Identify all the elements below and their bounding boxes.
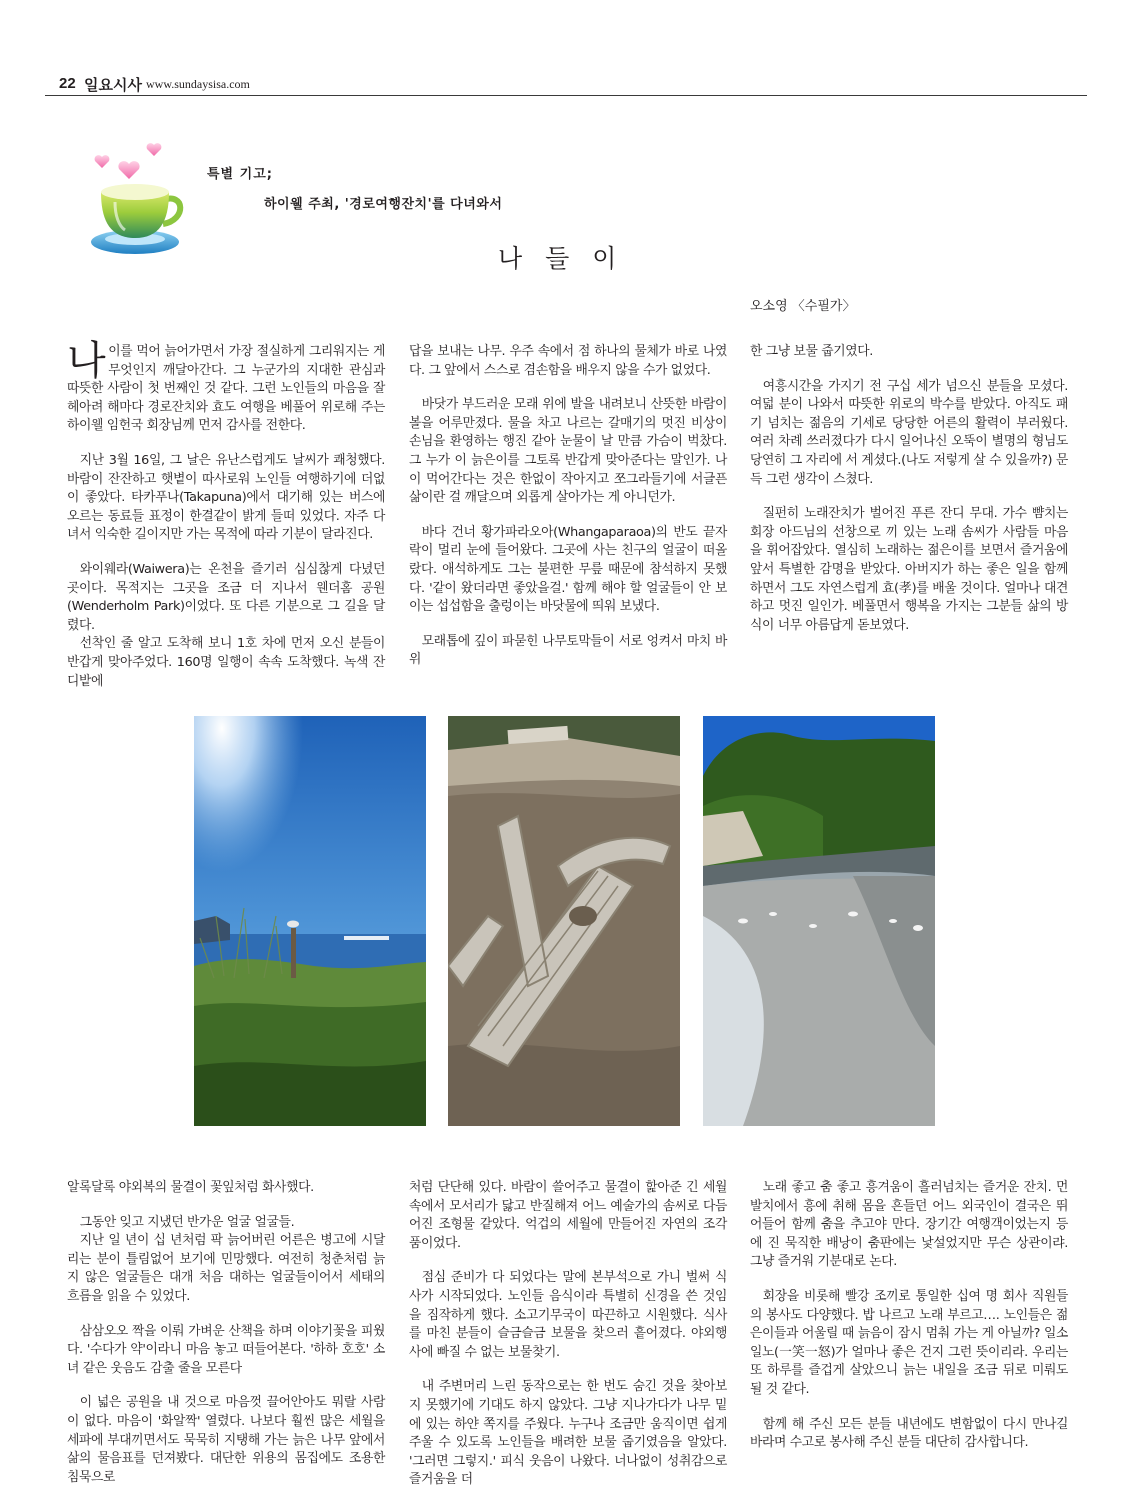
paragraph: 지난 3월 16일, 그 날은 유난스럽게도 날씨가 쾌청했다. 바람이 잔잔하고 햇볕이 따사로워 노인들 여행하기에 더없이 좋았다. 타카푸나(Takapuna)에서 대기해 있는 버스에 오르는 동료들 표정이 한결같이 밝게 들떠 있었다. 자주 다녀서 익숙한 길이지만 가는 목적에 따라 기분이 달라진다. xyxy=(67,452,385,543)
paragraph: 모래톱에 깊이 파묻힌 나무토막들이 서로 엉켜서 마치 바위 xyxy=(409,633,727,668)
text-column-2 xyxy=(409,343,727,670)
paragraph: 그동안 잊고 지냈던 반가운 얼굴 얼굴들. xyxy=(79,1214,295,1230)
paragraph: 와이웨라(Waiwera)는 온천을 즐기러 심심찮게 다녔던 곳이다. 목적지는 그곳을 조금 더 지나서 웬더홈 공원(Wenderholm Park)이었다. 또 다른 기분으로 그 길을 달렸다. xyxy=(67,561,385,633)
author-byline: 오소영 〈수필가〉 xyxy=(750,299,856,314)
paragraph: 노래 좋고 춤 좋고 흥겨움이 흘러넘치는 즐거운 잔치. 먼발치에서 흥에 취해 몸을 흔들던 어느 외국인이 결국은 뛰어들어 함께 춤을 추고야 만다. 장기간 여행객이었는지 등에 진 묵직한 배낭이 춤판에는 낯설었지만 무슨 상관이랴. 그냥 즐거워 기분대로 논다. xyxy=(750,1180,1068,1270)
paragraph: 이 넓은 공원을 내 것으로 마음껏 끌어안아도 뭐랄 사람이 없다. 마음이 '화알짝' 열렸다. 나보다 훨씬 많은 세월을 세파에 부대끼면서도 묵묵히 지탱해 가는 늙은 나무 앞에서 삶의 물음표를 던져봤다. 대단한 위용의 몸집에도 조용한 침묵으로 xyxy=(67,1395,385,1485)
website-link[interactable]: www.sundaysisa.com xyxy=(146,77,250,91)
paper-name: 일요시사 xyxy=(84,76,142,94)
paragraph: 지난 일 년이 십 년처럼 팍 늙어버린 어른은 병고에 시달리는 분이 틀림없어 보기에 민망했다. 여전히 청춘처럼 늙지 않은 얼굴들은 대개 처음 대하는 얼굴들이어서 세태의 흐름을 읽을 수 있었다. xyxy=(67,1233,385,1304)
page-number: 22 xyxy=(59,75,76,92)
paragraph: 바닷가 부드러운 모래 위에 발을 내려보니 산뜻한 바람이 볼을 어루만졌다. 물을 차고 나르는 갈매기의 멋진 비상이 손님을 환영하는 행진 같아 눈물이 날 만큼 가슴이 벅찼다. 그 누가 이 늙은이를 그토록 반갑게 맞아준다는 말인가. 나이 먹어간다는 것은 한없이 작아지고 쪼그라들기에 서글픈 삶이란 걸 깨달으며 외롭게 살아가는 게 아니던가. xyxy=(409,397,727,506)
paragraph: 선착인 줄 알고 도착해 보니 1호 차에 먼저 오신 분들이 반갑게 맞아주었다. 160명 일행이 속속 도착했다. 녹색 잔디밭에 xyxy=(67,636,385,689)
paragraph: 한 그냥 보물 줍기였다. xyxy=(750,344,873,359)
paragraph: 회장을 비롯해 빨강 조끼로 통일한 십여 명 회사 직원들의 봉사도 다양했다. 밥 나르고 노래 부르고…. 노인들은 젊은이들과 어울릴 때 늙음이 잠시 멈춰 가는 게 아닐까? 일소일노(一笑一怒)가 얼마나 좋은 건지 그런 뜻이리라. 우리는 또 하루를 즐겁게 살았으니 늙는 내일을 조금 뒤로 미뤄도 될 것 같다. xyxy=(750,1288,1068,1397)
paragraph: 바다 건너 황가파라오아(Whangaparaoa)의 반도 끝자락이 멀리 눈에 들어왔다. 그곳에 사는 친구의 얼굴이 떠올랐다. 애석하게도 그는 불편한 무릎 때문에 참석하지 못했다. '같이 왔더라면 좋았을걸.' 함께 해야 할 얼굴들이 안 보이는 섭섭함을 출렁이는 바닷물에 띄워 보냈다. xyxy=(409,524,727,615)
text-column-6 xyxy=(750,1179,1068,1453)
beach-cliff-seagulls-photo xyxy=(703,716,935,1126)
paragraph: 점심 준비가 다 되었다는 말에 본부석으로 가니 벌써 식사가 시작되었다. 노인들 음식이라 특별히 신경을 쓴 것임을 짐작하게 했다. 소고기무국이 따끈하고 시원했다. 식사를 마친 분들이 슬금슬금 보물을 찾으러 흩어졌다. 야외행사에 빠질 수 없는 보물찾기. xyxy=(409,1270,727,1360)
text-column-3 xyxy=(750,343,1068,635)
paragraph: 알록달록 야외복의 물결이 꽃잎처럼 화사했다. xyxy=(67,1180,314,1195)
paragraph: 질펀히 노래잔치가 벌어진 푸른 잔디 무대. 가수 뺨치는 회장 아드님의 선창으로 끼 있는 노래 솜씨가 사람들 마음을 휘어잡았다. 열심히 노래하는 젊은이를 보면서 즐거움에 앞서 특별한 감명을 받았다. 아버지가 하는 좋은 일을 함께하면서 그도 자연스럽게 효(孝)를 배울 것이다. 얼마나 대견하고 멋진 일인가. 베풀면서 행복을 가지는 그분들 삶의 방식이 너무 아름답게 돋보였다. xyxy=(750,506,1068,633)
paragraph: 답을 보내는 나무. 우주 속에서 점 하나의 물체가 바로 나였다. 그 앞에서 스스로 겸손함을 배우지 않을 수가 없었다. xyxy=(409,344,727,378)
page-header xyxy=(45,73,1087,96)
article-title: 나들이 xyxy=(498,244,640,273)
paragraph: 내 주변머리 느린 동작으로는 한 번도 숨긴 것을 찾아보지 못했기에 기대도 하지 않았다. 그냥 지나가다가 나무 밑에 있는 하얀 쪽지를 주웠다. 누구나 조금만 움직이면 쉽게 주울 수 있도록 노인들을 배려한 보물 줍기였음을 알았다. '그러면 그렇지.' 피식 웃음이 나왔다. 너나없이 성취감으로 즐거움을 더 xyxy=(409,1379,727,1488)
text-column-5 xyxy=(409,1179,727,1490)
paragraph: 처럼 단단해 있다. 바람이 쓸어주고 물결이 핥아준 긴 세월 속에서 모서리가 닳고 반질해져 어느 예술가의 솜씨로 다듬어진 조형물 같았다. 억겁의 세월에 만들어진 자연의 조각품이었다. xyxy=(409,1180,727,1251)
paragraph: 삼삼오오 짝을 이뤄 가벼운 산책을 하며 이야기꽃을 피웠다. '수다가 약'이라니 마음 놓고 떠들어본다. '하하 호호' 소녀 같은 웃음도 감출 줄을 모른다 xyxy=(67,1323,385,1376)
article-subtitle: 하이웰 주최, '경로여행잔치'를 다녀와서 xyxy=(264,197,503,212)
text-column-1 xyxy=(67,338,385,691)
drop-cap: 나 xyxy=(67,338,106,384)
driftwood-beach-photo xyxy=(448,716,680,1126)
sky-grass-seagull-photo xyxy=(194,716,426,1126)
text-column-4 xyxy=(67,1179,385,1487)
teacup-hearts-icon xyxy=(85,140,195,262)
paragraph: 함께 해 주신 모든 분들 내년에도 변함없이 다시 만나길 바라며 수고로 봉사해 주신 분들 대단히 감사합니다. xyxy=(750,1416,1068,1451)
special-contribution-label: 특별 기고; xyxy=(207,167,273,182)
paragraph: 여흥시간을 가지기 전 구십 세가 넘으신 분들을 모셨다. 여덟 분이 나와서 따뜻한 위로의 박수를 받았다. 아직도 패기 넘치는 젊음의 기세로 당당한 어른의 활력이 부러웠다. 여러 차례 쓰러졌다가 다시 일어나신 오뚝이 별명의 형님도 당연히 그 자리에 서 계셨다.(나도 저렇게 살 수 있을까?) 문득 그런 생각이 스쳤다. xyxy=(750,378,1068,487)
paragraph: 나이를 먹어 늙어가면서 가장 절실하게 그리워지는 게 무엇인지 깨달아간다. 그 누군가의 지대한 관심과 따뜻한 사람이 첫 번째인 것 같다. 그런 노인들의 마음을 잘 헤아려 해마다 경로잔치와 효도 여행을 베풀어 위로해 주는 하이웰 임헌국 회장님께 먼저 감사를 전한다. xyxy=(67,338,385,434)
